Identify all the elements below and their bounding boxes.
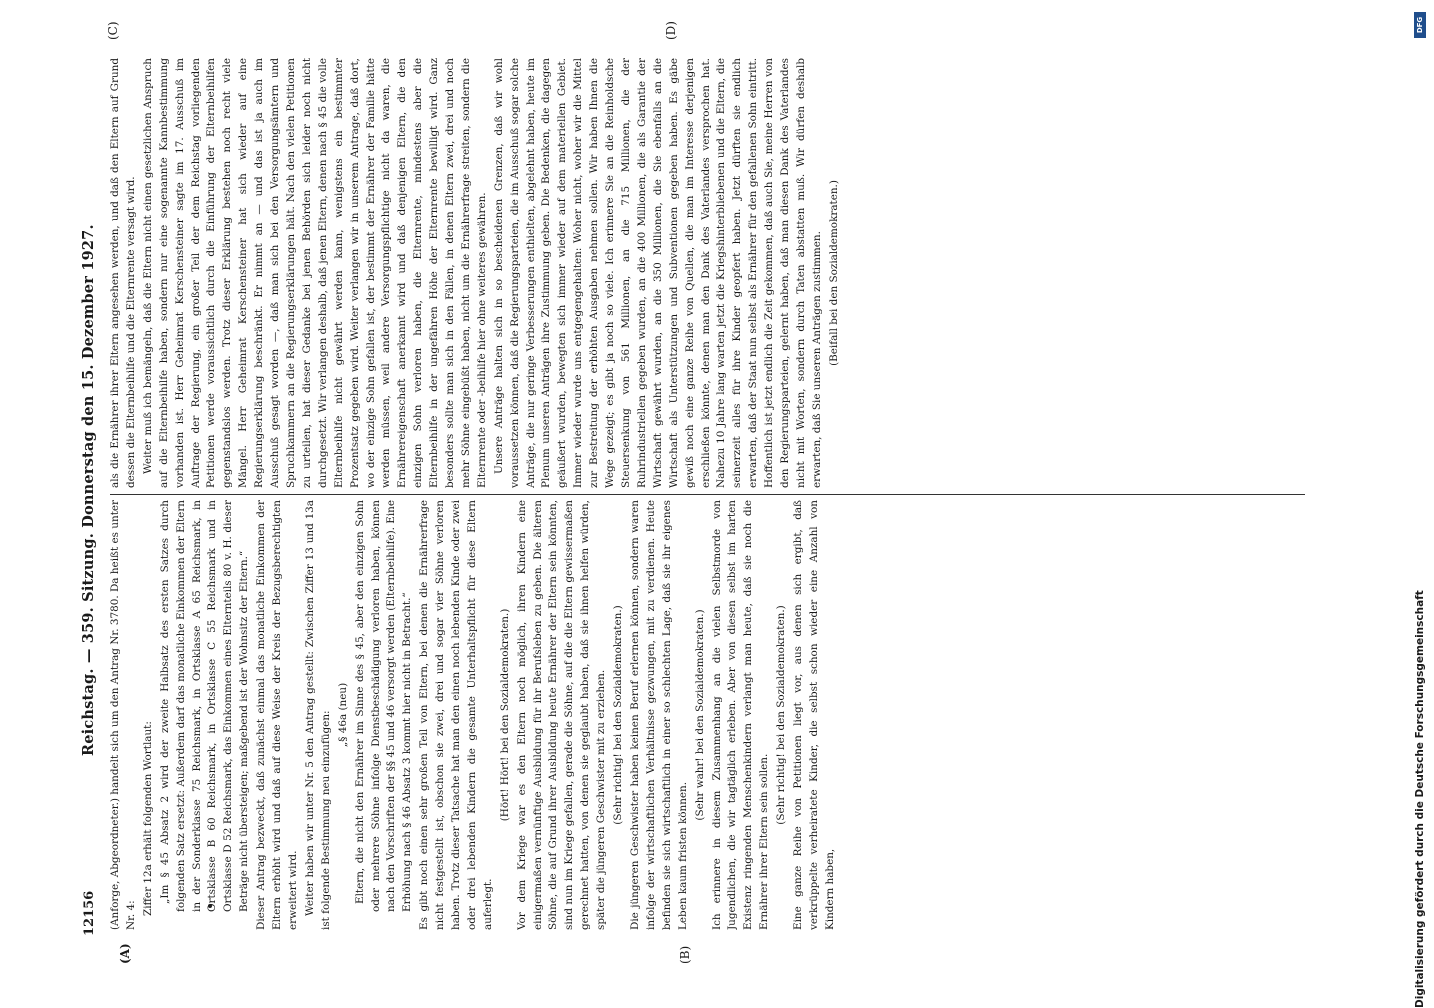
quote-paragraph: Eltern, die nicht den Ernährer im Sinne des § 45, aber den einzigen Sohn oder mehrere Söhne infolge Dienstbeschädigung verloren haben, können nach den Vorschriften der §§ 45 und 46 versorgt werden (Elternbeihilfe). Eine Erhöhung nach § 46 Absatz 3 kommt hier nicht in Betracht.“ [353, 500, 414, 912]
section-heading: „§ 46a (neu) [336, 682, 349, 748]
margin-mark-d: (D) [664, 21, 678, 40]
paragraph: Weiter haben wir unter Nr. 5 den Antrag gestellt: Zwischen Ziffer 13 und 13a ist folgende Bestimmung neu einzufügen: [303, 500, 332, 930]
paragraph: Die jüngeren Geschwister haben keinen Beruf erlernen können, sondern waren infolge der wirtschaftlichen Verhältnisse gezwungen, mit zu verdienen. Heute befinden sie sich wirtschaftlich in einer so schlechten Lage, daß sie ihr eigenes Leben kaum fristen können. [629, 500, 689, 930]
paragraph: Unsere Anträge halten sich in so bescheidenen Grenzen, daß wir wohl voraussetzen können, daß die Regierungsparteien, die im Ausschuß sogar solche Anträge, die nur geringe Verbesserungen enthielten, abgelehnt haben, heute im Plenum unseren Anträgen ihre Zustimmung geben. Die Bedenken, die dagegen geäußert wurden, bewegten sich immer wieder auf dem materiellen Gebiet. Immer wieder wurde uns entgegengehalten: Woher nicht, woher wir die Mittel zur Bestreitung der erhöhten Ausgaben nehmen sollen. Wir haben Ihnen die Wege gezeigt; es gibt ja noch so viele. Ich erinnere Sie an die Reinholdsche Steuersenkung von 561 Millionen, an die 715 Millionen, die der Ruhrindustriellen gegeben wurden, an die 400 Millionen, die als Garantie der Wirtschaft gewährt wurden, an die 350 Millionen, die Sie ebenfalls an die Wirtschaft als Unterstützungen und Subventionen gegeben haben. Es gäbe gewiß noch eine ganze Reihe von Quellen, die man im Interesse derjenigen erschließen könnte, denen man den Dank des Vaterlandes versprochen hat. Nahezu 10 Jahre lang warten jetzt die Kriegshinterbliebenen und die Eltern, die seinerzeit alles für ihre Kinder geopfert haben. Jetzt dürften sie endlich erwarten, daß der Staat nun selbst als Ernährer für den gefallenen Sohn eintritt. Hoffentlich ist jetzt endlich die Zeit gekommen, daß auch Sie, meine Herren von den Regierungsparteien, gelernt haben, daß man diesen Dank des Vaterlandes nicht mit Worten, sondern durch Taten abstatten muß. Wir dürfen deshalb erwarten, daß Sie unseren Anträgen zustimmen. [492, 58, 823, 488]
margin-mark-a: (A) [118, 943, 132, 964]
paragraph: Ziffer 12a erhält folgenden Wortlaut: [141, 721, 154, 916]
running-title: Reichstag. — 359. Sitzung. Donnerstag den 15. Dezember 1927. [80, 224, 97, 756]
paragraph: Ich erinnere in diesem Zusammenhang an die vielen Selbstmorde von Jugendlichen, die wir tagtäglich erleben. Aber von diesen selbst im harten Existenz ringenden Menschenkindern verlangt man heute, daß sie noch die Ernährer ihrer Eltern sein sollen. [710, 500, 771, 930]
interjection: (Sehr wahr! bei den Sozialdemokraten.) [693, 609, 706, 821]
right-column [108, 58, 1318, 488]
paragraph: Es gibt noch einen sehr großen Teil von Eltern, bei denen die Ernährerfrage nicht festgestellt ist, obschon sie zwei, drei und sogar vier Söhne verloren haben. Trotz dieser Tatsache hat man den einen noch lebenden Kinde oder zwei oder drei lebenden Kindern die gesamte Unterhaltspflicht für diese Eltern auferlegt. [418, 500, 494, 930]
margin-mark-c: (C) [106, 21, 120, 40]
quote-paragraph: „Im § 45 Absatz 2 wird der zweite Halbsatz des ersten Satzes durch folgenden Satz ersetzt: Außerdem darf das monatliche Einkommen der Eltern in der Sonderklasse 75 Reichsmark, in Ortsklasse A 65 Reichsmark, in Ortsklasse B 60 Reichsmark, in Ortsklasse C 55 Reichsmark und in Ortsklasse D 52 Reichsmark, das Einkommen eines Elternteils 80 v. H. dieser Beträge nicht übersteigen; maßgebend ist der Wohnsitz der Eltern.“ [158, 500, 251, 912]
interjection: (Beifall bei den Sozialdemokraten.) [827, 180, 840, 366]
dfg-logo [1414, 12, 1426, 38]
paragraph: als die Ernährer ihrer Eltern angesehen werden, und daß den Eltern auf Grund dessen die Elternbeihilfe und die Elternrente versagt wird. [109, 58, 137, 488]
interjection: (Hört! Hört! bei den Sozialdemokraten.) [498, 608, 511, 822]
paragraph: (Anforge, Abgeordneter.) handelt sich um den Antrag Nr. 3780. Da heißt es unter Nr. 4: [109, 500, 137, 930]
margin-mark-b: (B) [678, 945, 692, 964]
interjection: (Sehr richtig! bei den Sozialdemokraten.) [612, 605, 625, 825]
column-divider [110, 494, 1305, 495]
paragraph: Vor dem Kriege war es den Eltern noch möglich, ihren Kindern eine einigermaßen vernünftige Ausbildung für ihr Berufsleben zu geben. Die älteren Söhne, die auf Grund ihrer Ausbildung heute Ernährer der Eltern sein könnten, sind nun im Kriege gefallen, gerade die Söhne, auf die die Eltern gewissermaßen gerechnet hatten, von denen sie geglaubt haben, daß sie ihnen helfen würden, später die jüngeren Geschwister mit zu erziehen. [515, 500, 608, 930]
rotated-document-page [68, 0, 1328, 1000]
page-header [76, 36, 106, 936]
dfg-logo-text: DFG [1416, 16, 1424, 34]
paragraph: Weiter muß ich bemängeln, daß die Eltern nicht einen gesetzlichen Anspruch auf die Elternbeihilfe haben, sondern nur eine sogenannte Kannbestimmung vorhanden ist. Herr Geheimrat Kerschensteiner sagte im 17. Ausschuß im Auftrage der Regierung, ein großer Teil der dem Reichstag vorliegenden Petitionen werde voraussichtlich durch die Einführung der Elternbeihilfen gegenstandslos werden. Trotz dieser Erklärung bestehen noch recht viele Mängel. Herr Geheimrat Kerschensteiner hat sich wieder auf eine Regierungserklärung beschränkt. Er nimmt an — und das ist ja auch im Ausschuß gesagt worden —, daß man sich bei den Versorgungsämtern und Spruchkammern an die Regierungserklärungen hält. Nach den vielen Petitionen zu urteilen, hat dieser Gedanke bei jenen Behörden sich leider noch nicht durchgesetzt. Wir verlangen deshalb, daß jenen Eltern, denen nach § 45 die volle Elternbeihilfe nicht gewährt werden kann, wenigstens ein bestimmter Prozentsatz gegeben wird. Weiter verlangen wir in unserem Antrage, daß dort, wo der einzige Sohn gefallen ist, der bestimmt der Ernährer der Familie hätte werden müssen, weil andere Versorgungspflichtige nicht da waren, die Ernährereigenschaft anerkannt wird und daß denjenigen Eltern, die den einzigen Sohn verloren haben, die Elternrente, mindestens aber die Elternbeihilfe in der ungefähren Höhe der Elternrente bewilligt wird. Ganz besonders sollte man sich in den Fällen, in denen Eltern zwei, drei und noch mehr Söhne eingebüßt haben, nicht um die Ernährerfrage streiten, sondern die Elternrente oder -beihilfe hier ohne weiteres gewähren. [141, 58, 488, 488]
page-number: 12156 [82, 890, 97, 936]
left-column [108, 500, 1318, 930]
interjection: (Sehr richtig! bei den Sozialdemokraten.) [775, 605, 788, 825]
digitization-note [1410, 12, 1426, 1008]
paragraph: Dieser Antrag bezweckt, daß zunächst einmal das monatliche Einkommen der Eltern erhöht wird und daß auf diese Weise der Kreis der Bezugsberechtigten erweitert wird. [255, 500, 299, 930]
paragraph: Eine ganze Reihe von Petitionen liegt vor, aus denen sich ergibt, daß verkrüppelte verheiratete Kinder, die selbst schon wieder eine Anzahl von Kindern haben, [792, 500, 836, 930]
digitization-note-text: Digitalisierung gefördert durch die Deutsche Forschungsgemeinschaft [1414, 590, 1426, 1008]
